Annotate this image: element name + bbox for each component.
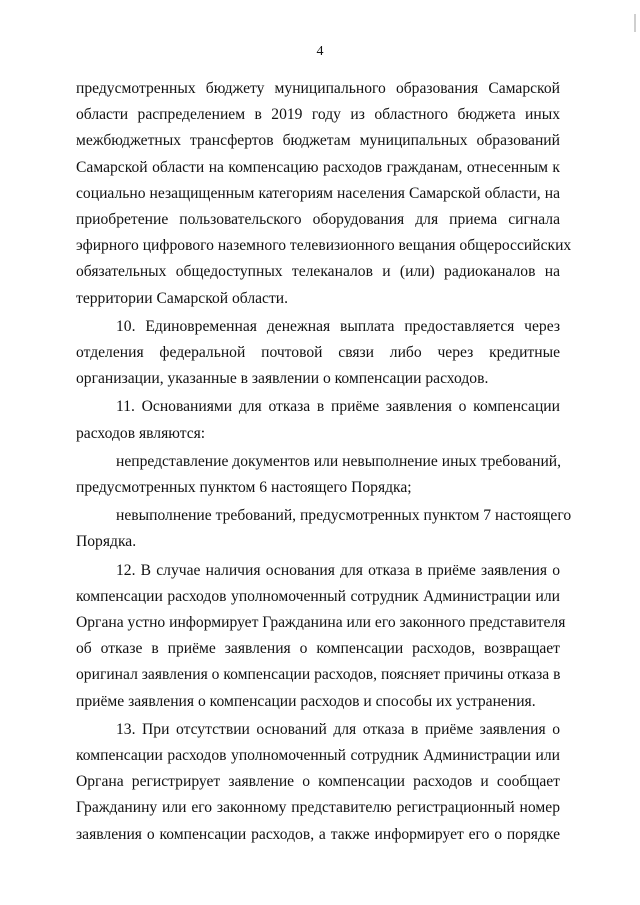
text-line: заявления о компенсации расходов, а также информирует его о порядке <box>76 825 560 843</box>
text-line: предусмотренных пунктом 6 настоящего Порядка; <box>76 479 412 497</box>
text-line: Порядка. <box>76 533 137 551</box>
text-line: об отказе в приёме заявления о компенсации расходов, возвращает <box>76 640 560 658</box>
text-line: эфирного цифрового наземного телевизионного вещания общероссийских <box>76 237 572 255</box>
text-line: компенсации расходов уполномоченный сотрудник Администрации или <box>76 587 560 605</box>
paragraph-11-line: 11. Основаниями для отказа в приёме заявления о компенсации <box>116 398 560 416</box>
text-line: приёме заявления о компенсации расходов и способы их устранения. <box>76 692 536 710</box>
paragraph-13-line: 13. При отсутствии оснований для отказа в приёме заявления о <box>116 720 560 738</box>
text-line: компенсации расходов уполномоченный сотрудник Администрации или <box>76 747 560 765</box>
text-line: области распределением в 2019 году из областного бюджета иных <box>76 106 560 124</box>
text-line: организации, указанные в заявлении о компенсации расходов. <box>76 370 489 388</box>
scan-mark <box>634 14 636 32</box>
text-line: Органа устно информирует Гражданина или его законного представителя <box>76 614 566 632</box>
page-number: 4 <box>316 44 324 59</box>
text-line: социально незащищенным категориям населения Самарской области, на <box>76 184 560 202</box>
text-line: территории Самарской области. <box>76 289 289 307</box>
paragraph-10-line: 10. Единовременная денежная выплата предоставляется через <box>116 317 560 335</box>
text-line: межбюджетных трансфертов бюджетам муниципальных образований <box>76 132 560 150</box>
text-line: отделения федеральной почтовой связи либо через кредитные <box>76 344 560 362</box>
text-line: Органа регистрирует заявление о компенсации расходов и сообщает <box>76 773 560 791</box>
document-body <box>76 76 572 848</box>
text-line: расходов являются: <box>76 424 206 442</box>
text-line: Самарской области на компенсацию расходов гражданам, отнесенным к <box>76 158 560 176</box>
text-line: оригинал заявления о компенсации расходов, поясняет причины отказа в <box>76 666 561 684</box>
paragraph-12-line: 12. В случае наличия основания для отказа в приёме заявления о <box>116 561 560 579</box>
text-line: приобретение пользовательского оборудования для приема сигнала <box>76 211 560 229</box>
text-line: обязательных общедоступных телеканалов и (или) радиоканалов на <box>76 263 560 281</box>
list-item-line: непредставление документов или невыполнение иных требований, <box>116 452 562 470</box>
list-item-line: невыполнение требований, предусмотренных пунктом 7 настоящего <box>116 507 572 525</box>
text-line: Гражданину или его законному представителю регистрационный номер <box>76 799 560 817</box>
text-line: предусмотренных бюджету муниципального образования Самарской <box>76 80 560 97</box>
